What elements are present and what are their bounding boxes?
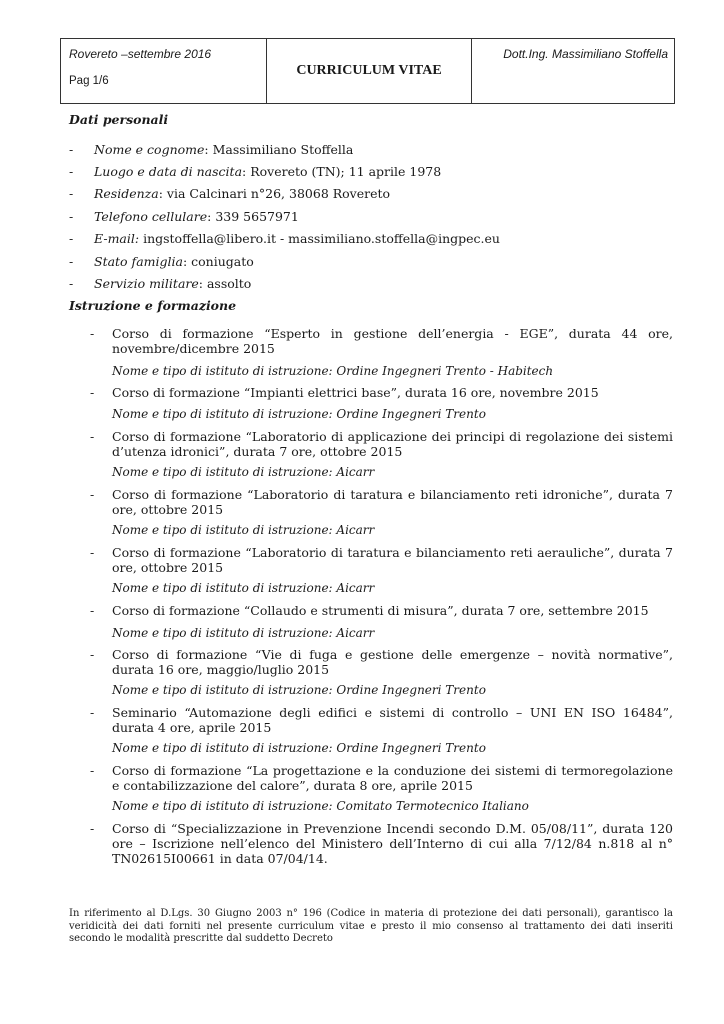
- course-item: - Corso di formazione “Impianti elettrici base”, durata 16 ore, novembre 2015: [90, 385, 599, 400]
- header-title-cell: [267, 39, 472, 103]
- course-item: - Corso di formazione “Laboratorio di taratura e bilanciamento reti aerauliche”, durata 7 ore, ottobre 2015: [90, 545, 673, 575]
- course-item: - Corso di formazione “La progettazione e la conduzione dei sistemi di termoregolazione e contabilizzazione del calore”, durata 8 ore, aprile 2015: [90, 763, 673, 793]
- course-item: - Corso di formazione “Collaudo e strumenti di misura”, durata 7 ore, settembre 2015: [90, 603, 649, 618]
- header-right-cell: [472, 39, 674, 103]
- course-item: - Corso di formazione “Laboratorio di taratura e bilanciamento reti idroniche”, durata 7 ore, ottobre 2015: [90, 487, 673, 517]
- personal-item: - Servizio militare: assolto: [69, 276, 252, 291]
- place-date: Rovereto –settembre 2016: [69, 47, 212, 61]
- course-item: - Corso di “Specializzazione in Prevenzione Incendi secondo D.M. 05/08/11”, durata 120 ore – Iscrizione nell’elenco del Ministero dell’Interno di cui alla 7/12/84 n.818 al n° TN02615I00661 in data 07/04/14.: [90, 821, 673, 866]
- personal-item: - Telefono cellulare: 339 5657971: [69, 209, 299, 224]
- document-title: CURRICULUM VITAE: [296, 63, 442, 78]
- course-institute: Nome e tipo di istituto di istruzione: Ordine Ingegneri Trento: [112, 741, 486, 755]
- personal-item: - Residenza: via Calcinari n°26, 38068 Rovereto: [69, 186, 391, 201]
- course-institute: Nome e tipo di istituto di istruzione: Aicarr: [112, 523, 375, 537]
- privacy-footer: In riferimento al D.Lgs. 30 Giugno 2003 n° 196 (Codice in materia di protezione dei dati personali), garantisco la veridicità dei dati forniti nel presente curriculum vitae e presto il mio consenso al trattamento dei dati inseriti secondo le modalità prescritte dal suddetto Decreto: [69, 908, 673, 944]
- course-item: - Seminario “Automazione degli edifici e sistemi di controllo – UNI EN ISO 16484”, durata 4 ore, aprile 2015: [90, 705, 673, 735]
- personal-item: - Stato famiglia: coniugato: [69, 254, 254, 269]
- author-name: Dott.Ing. Massimiliano Stoffella: [503, 47, 668, 61]
- course-institute: Nome e tipo di istituto di istruzione: Aicarr: [112, 581, 375, 595]
- course-institute: Nome e tipo di istituto di istruzione: Ordine Ingegneri Trento: [112, 683, 486, 697]
- course-item: - Corso di formazione “Esperto in gestione dell’energia - EGE”, durata 44 ore, novembre/dicembre 2015: [90, 326, 673, 356]
- section-title-personal: Dati personali: [69, 112, 169, 127]
- page-number: Pag 1/6: [69, 75, 109, 87]
- course-institute: Nome e tipo di istituto di istruzione: Aicarr: [112, 465, 375, 479]
- course-institute: Nome e tipo di istituto di istruzione: Comitato Termotecnico Italiano: [112, 799, 529, 813]
- course-institute: Nome e tipo di istituto di istruzione: Ordine Ingegneri Trento: [112, 407, 486, 421]
- course-item: - Corso di formazione “Vie di fuga e gestione delle emergenze – novità normative”, durata 16 ore, maggio/luglio 2015: [90, 647, 673, 677]
- course-institute: Nome e tipo di istituto di istruzione: Ordine Ingegneri Trento - Habitech: [112, 364, 554, 378]
- personal-item: - E-mail: ingstoffella@libero.it - massimiliano.stoffella@ingpec.eu: [69, 231, 500, 246]
- header-table: [60, 38, 675, 104]
- header-left-cell: [61, 39, 267, 103]
- course-item: - Corso di formazione “Laboratorio di applicazione dei principi di regolazione dei sistemi d’utenza idronici”, durata 7 ore, ottobre 2015: [90, 429, 673, 459]
- section-title-education: Istruzione e formazione: [69, 298, 237, 313]
- course-institute: Nome e tipo di istituto di istruzione: Aicarr: [112, 626, 375, 640]
- personal-item: - Luogo e data di nascita: Rovereto (TN); 11 aprile 1978: [69, 164, 442, 179]
- personal-item: - Nome e cognome: Massimiliano Stoffella: [69, 142, 354, 157]
